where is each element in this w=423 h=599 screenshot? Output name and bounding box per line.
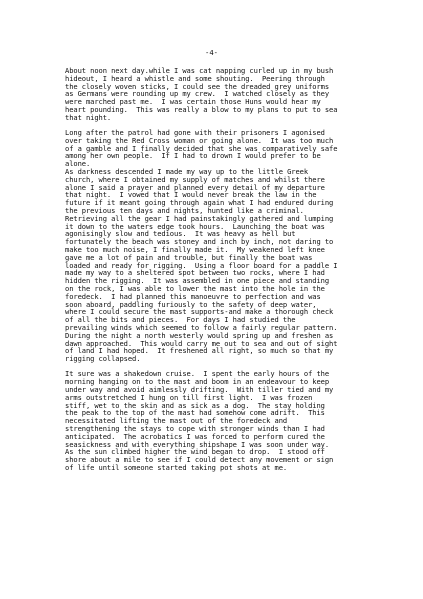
text-line: As the sun climbed higher the wind began to drop. I stood off	[65, 447, 325, 457]
text-line: as Germans were rounding up my crew. I watched closely as they	[65, 89, 330, 99]
text-line: of land I had hoped. It freshened all right, so much so that my	[65, 346, 334, 356]
text-line: seasickness and with everything shipshape I was soon under way.	[65, 439, 330, 449]
text-line: that night.	[65, 112, 112, 122]
page-number: -4-	[205, 48, 218, 57]
text-line: anticipated. The acrobatics I was forced to perform cured the	[65, 431, 325, 441]
text-line: the previous ten days and nights, hunted like a criminal.	[65, 206, 304, 216]
text-line: Retrieving all the gear I had painstakingly gathered and lumping	[65, 213, 334, 223]
text-line: of life until someone started taking pot shots at me.	[65, 463, 288, 473]
text-line: on the rock, I was able to lower the mast into the hole in the	[65, 284, 325, 294]
paragraph	[65, 129, 365, 363]
text-line: heart pounding. This was really a blow to my plans to put to sea	[65, 104, 338, 114]
text-line: necessitated lifting the mast out of the foredeck and	[65, 416, 288, 426]
text-line: Long after the patrol had gone with their prisoners I agonised	[65, 128, 325, 138]
text-line: morning hanging on to the mast and boom in an endeavour to keep	[65, 377, 330, 387]
text-line: During the night a north westerly would spring up and freshen as	[65, 330, 334, 340]
paragraph	[65, 67, 365, 122]
text-line: About noon next day.while I was cat napping curled up in my bush	[65, 66, 334, 75]
text-line: future if it meant going through again what I had endured during	[65, 198, 334, 208]
text-line: rigging collapsed.	[65, 354, 141, 364]
text-line: make too much noise, I finally made it. My weakened left knee	[65, 245, 325, 255]
text-line: that night. I vowed that I would never break the law in the	[65, 190, 317, 200]
text-line: soon aboard, paddling furiously to the safety of deep water,	[65, 299, 317, 309]
paragraph	[65, 370, 365, 471]
text-line: As darkness descended I made my way up to the little Greek	[65, 167, 309, 177]
text-line: over taking the Red Cross woman or going alone. It was too much	[65, 135, 334, 145]
body-text	[65, 67, 365, 479]
text-line: alone.	[65, 159, 91, 169]
text-line: alone I said a prayer and planned every detail of my departure	[65, 182, 325, 192]
text-line: made my way to a sheltered spot between two rocks, where I had	[65, 268, 325, 278]
text-line: arms outstretched I hung on till first light. I was frozen	[65, 392, 313, 402]
text-line: among her own people. If I had to drown I would prefer to be	[65, 151, 321, 161]
text-line: It sure was a shakedown cruise. I spent the early hours of the	[65, 369, 330, 379]
text-line: shore about a mile to see if I could detect any movement or sign	[65, 455, 334, 465]
text-line: of a gamble and I finally decided that she was comparatively safe	[65, 143, 338, 153]
text-line: agonisingly slow and tedious. It was heavy as hell but	[65, 229, 296, 239]
text-line: of all the bits and pieces. For days I had studied the	[65, 315, 296, 325]
text-line: dawn approached. This would carry me out to sea and out of sight	[65, 338, 338, 348]
text-line: hidden the rigging. It was assembled in one piece and standing	[65, 276, 330, 286]
text-line: hideout, I heard a whistle and some shouting. Peering through	[65, 73, 325, 83]
text-line: church, where I obtained my supply of matches and whilst there	[65, 174, 325, 184]
text-line: stiff, wet to the skin and as sick as a dog. The stay holding	[65, 400, 325, 410]
text-line: foredeck. I had planned this manoeuvre to perfection and was	[65, 291, 321, 301]
text-line: fortunately the beach was stoney and inch by inch, not daring to	[65, 237, 334, 247]
text-line: were marched past me. I was certain those Huns would hear my	[65, 97, 321, 107]
text-line: it down to the waters edge took hours. Launching the boat was	[65, 221, 325, 231]
text-line: strengthening the stays to cope with stronger winds than I had	[65, 424, 325, 434]
text-line: the closely woven sticks, I could see the dreaded grey uniforms	[65, 81, 330, 91]
text-line: loaded and ready for rigging. Using a floor board for a paddle I	[65, 260, 338, 270]
text-line: under way and avoid aimlessly drifting. With tiller tied and my	[65, 385, 334, 395]
text-line: the peak to the top of the mast had somehow come adrift. This	[65, 408, 325, 418]
text-line: gave me a lot of pain and trouble, but finally the boat was	[65, 252, 313, 262]
text-line: prevailing winds which seemed to follow a fairly regular pattern.	[65, 323, 338, 332]
text-line: where I could secure the mast supports-and make a thorough check	[65, 307, 334, 317]
